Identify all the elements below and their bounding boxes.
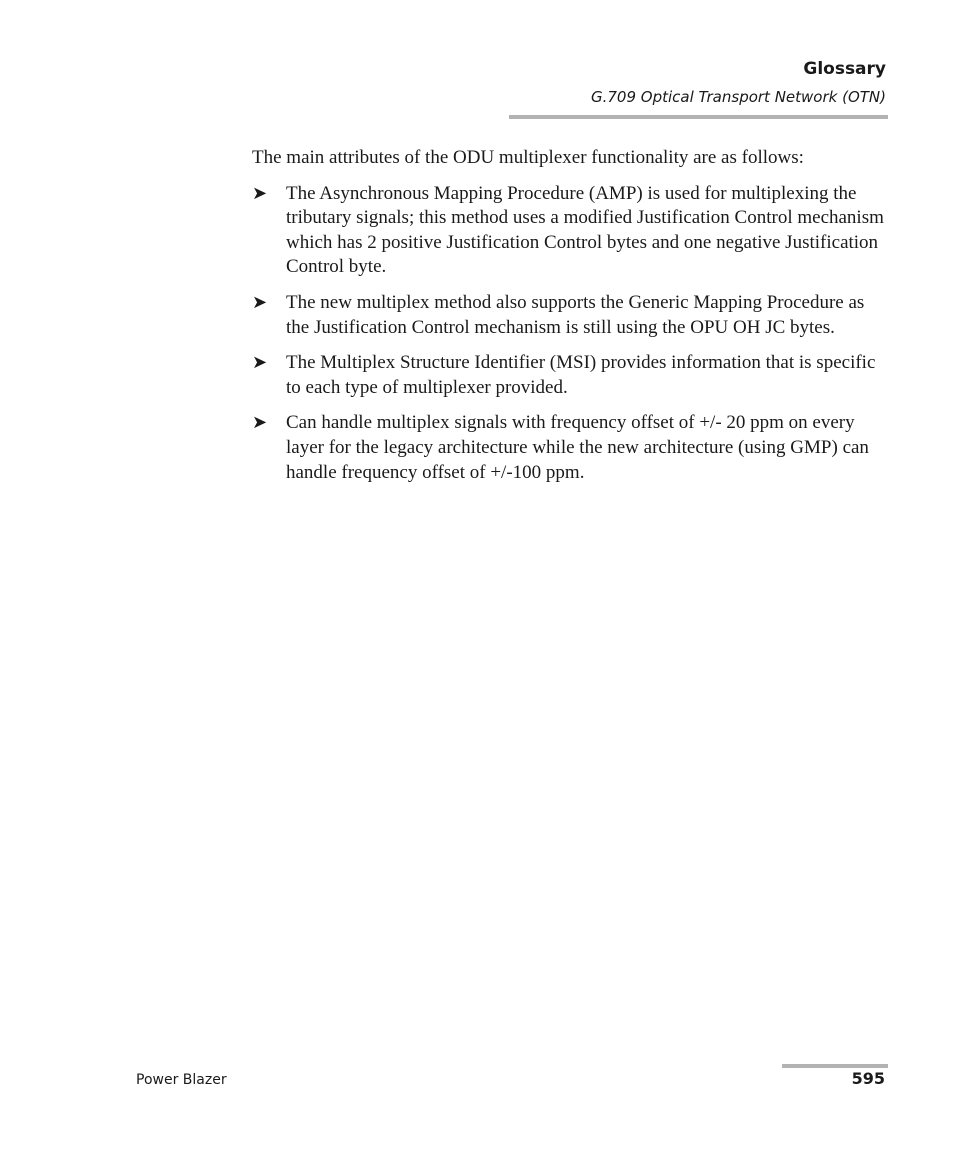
list-item-text: The Asynchronous Mapping Procedure (AMP) is used for multiplexing the tributary signals; this method uses a modified Justification Control mechanism which has 2 positive Justification Control bytes and one negative Justification Control byte. bbox=[286, 182, 884, 278]
list-item bbox=[252, 291, 892, 340]
list-item bbox=[252, 182, 892, 280]
list-item-text: The new multiplex method also supports the Generic Mapping Procedure as the Justification Control mechanism is still using the OPU OH JC bytes. bbox=[286, 291, 865, 338]
list-item bbox=[252, 411, 892, 485]
arrow-bullet-icon: ➤ bbox=[252, 182, 268, 204]
main-content bbox=[252, 146, 892, 496]
header-divider bbox=[509, 115, 888, 119]
arrow-bullet-icon: ➤ bbox=[252, 412, 268, 434]
list-item bbox=[252, 351, 892, 400]
intro-paragraph: The main attributes of the ODU multiplexer functionality are as follows: bbox=[252, 147, 804, 168]
arrow-bullet-icon: ➤ bbox=[252, 291, 268, 313]
page-number: 595 bbox=[851, 1069, 885, 1088]
attribute-list bbox=[252, 182, 892, 486]
page-header bbox=[591, 58, 886, 107]
section-title: Glossary bbox=[803, 59, 886, 79]
section-subtitle: G.709 Optical Transport Network (OTN) bbox=[590, 88, 886, 106]
footer-product-name: Power Blazer bbox=[136, 1072, 227, 1088]
list-item-text: Can handle multiplex signals with frequency offset of +/- 20 ppm on every layer for the legacy architecture while the new architecture (using GMP) can handle frequency offset of +/-100 ppm. bbox=[286, 412, 869, 483]
arrow-bullet-icon: ➤ bbox=[252, 352, 268, 374]
list-item-text: The Multiplex Structure Identifier (MSI) provides information that is specific to each type of multiplexer provided. bbox=[286, 352, 876, 398]
